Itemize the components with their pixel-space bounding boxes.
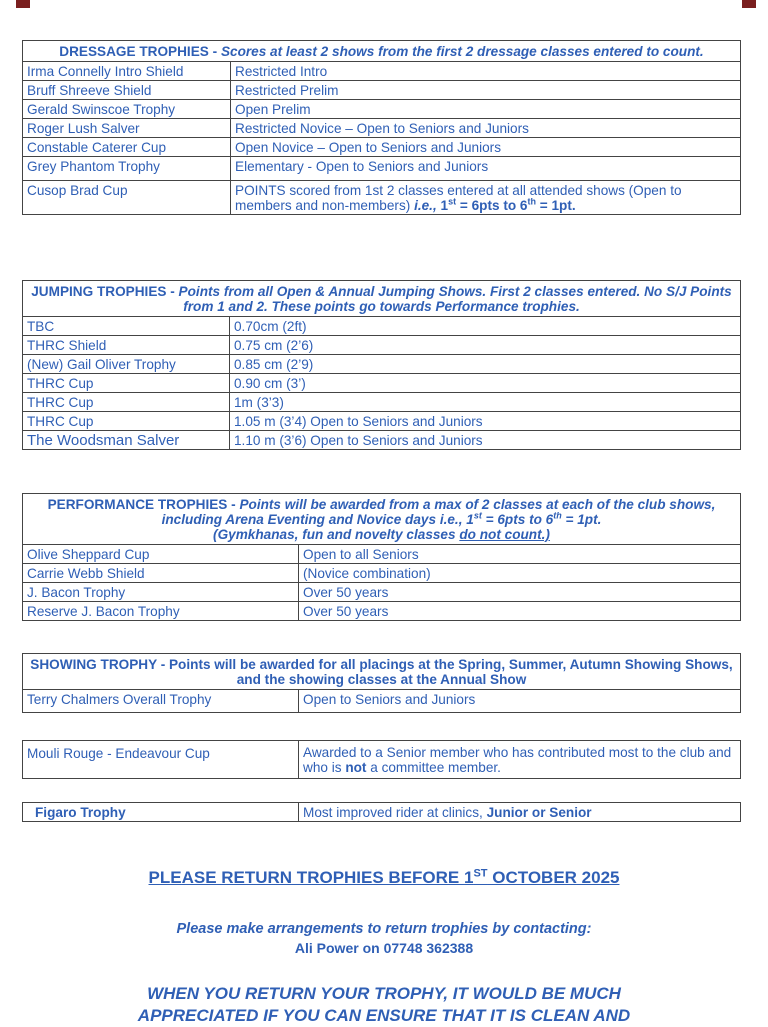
corner-logo-right (742, 0, 756, 8)
trophy-detail: Restricted Prelim (231, 81, 741, 100)
trophy-name: THRC Cup (23, 412, 230, 431)
corner-logo-left (16, 0, 30, 8)
arrangements-note (0, 920, 768, 939)
note-part: = 6pts to 6 (481, 512, 554, 527)
jumping-title: JUMPING TROPHIES - (31, 284, 175, 299)
trophy-name: Olive Sheppard Cup (23, 545, 299, 564)
note-part: Points will be awarded from a max of 2 classes at each of the club shows, including Arena Eventing and Novice days i.e., 1 (161, 497, 716, 527)
detail-part: a committee member. (370, 760, 501, 775)
performance-note (162, 497, 716, 542)
table-row (23, 602, 741, 621)
sup-st: st (448, 196, 457, 207)
table-row (23, 803, 741, 822)
trophy-detail: 0.75 cm (2’6) (230, 336, 741, 355)
table-row (23, 181, 741, 215)
return-deadline (0, 868, 768, 888)
trophy-detail: Elementary - Open to Seniors and Juniors (231, 157, 741, 181)
note-underlined: do not count.) (459, 527, 550, 542)
arrange-text: Please make arrangements to return trophies by contacting: (176, 921, 592, 937)
note-part: = 1pt. (561, 512, 602, 527)
table-row (23, 62, 741, 81)
table-row (23, 690, 741, 713)
jumping-table (22, 280, 741, 450)
points-first: 1 (440, 198, 449, 213)
table-row (23, 317, 741, 336)
table-row (23, 157, 741, 181)
trophy-detail: 1.10 m (3’6) Open to Seniors and Juniors (230, 431, 741, 450)
trophy-name: Carrie Webb Shield (23, 564, 299, 583)
dressage-title: DRESSAGE TROPHIES - (59, 44, 218, 59)
trophy-detail: 0.85 cm (2’9) (230, 355, 741, 374)
points-to: = 6pts to 6 (456, 198, 528, 213)
trophy-detail: Open Novice – Open to Seniors and Juniors (231, 138, 741, 157)
detail-bold: Junior or Senior (486, 805, 592, 820)
trophy-detail: Over 50 years (299, 602, 741, 621)
table-row (23, 81, 741, 100)
trophy-name: THRC Shield (23, 336, 230, 355)
trophy-name: Constable Caterer Cup (23, 138, 231, 157)
showing-header-row (23, 654, 741, 690)
trophy-detail (299, 741, 741, 779)
table-row (23, 431, 741, 450)
sup-th: th (527, 196, 536, 207)
trophy-name: Bruff Shreeve Shield (23, 81, 231, 100)
table-row (23, 374, 741, 393)
cusop-points (441, 198, 576, 213)
trophy-name: Terry Chalmers Overall Trophy (23, 690, 299, 713)
trophy-name: Mouli Rouge - Endeavour Cup (23, 741, 299, 779)
dressage-header-row (23, 41, 741, 62)
trophy-detail: Open Prelim (231, 100, 741, 119)
table-row (23, 564, 741, 583)
trophy-detail: 0.70cm (2ft) (230, 317, 741, 336)
cusop-ie: i.e., (414, 198, 437, 213)
table-row (23, 741, 741, 779)
trophy-name: Figaro Trophy (23, 803, 299, 822)
trophy-name: The Woodsman Salver (23, 431, 230, 450)
table-row (23, 412, 741, 431)
trophy-name: Cusop Brad Cup (23, 181, 231, 215)
trophy-name: Reserve J. Bacon Trophy (23, 602, 299, 621)
trophy-name: TBC (23, 317, 230, 336)
trophy-detail (231, 181, 741, 215)
jumping-note: Points from all Open & Annual Jumping Shows. First 2 classes entered. No S/J Points from 1 and 2. These points go towards Performance trophies. (178, 284, 732, 314)
sup-st: st (473, 510, 482, 521)
detail-part: Most improved rider at clinics, (303, 805, 483, 820)
trophy-name: THRC Cup (23, 374, 230, 393)
table-row (23, 583, 741, 602)
contact-line (0, 939, 768, 958)
trophy-name: Irma Connelly Intro Shield (23, 62, 231, 81)
trophy-detail: Restricted Intro (231, 62, 741, 81)
figaro-table (22, 802, 741, 822)
showing-header: SHOWING TROPHY - Points will be awarded for all placings at the Spring, Summer, Autumn Showing Shows, and the showing classes at the Annual Show (23, 654, 741, 690)
trophy-detail: Restricted Novice – Open to Seniors and Juniors (231, 119, 741, 138)
return-appeal (0, 983, 768, 1027)
showing-table (22, 653, 741, 713)
trophy-detail: Over 50 years (299, 583, 741, 602)
jumping-header (23, 281, 741, 317)
trophy-name: Gerald Swinscoe Trophy (23, 100, 231, 119)
trophy-detail: 0.90 cm (3’) (230, 374, 741, 393)
mouli-table (22, 740, 741, 779)
return-text: PLEASE RETURN TROPHIES BEFORE 1 (148, 868, 474, 887)
return-sup: ST (473, 867, 488, 880)
table-row (23, 336, 741, 355)
performance-title: PERFORMANCE TROPHIES - (47, 497, 236, 512)
performance-header (23, 494, 741, 545)
appeal-line: WHEN YOU RETURN YOUR TROPHY, IT WOULD BE MUCH (147, 984, 621, 1003)
contact-text: Ali Power on 07748 362388 (294, 940, 474, 956)
dressage-note: Scores at least 2 shows from the first 2 dressage classes entered to count. (220, 44, 704, 59)
cusop-detail: POINTS scored from 1st 2 classes entered at all attended shows (Open to members and non-members) (235, 183, 682, 213)
sup-th: th (553, 510, 562, 521)
trophy-detail: 1m (3’3) (230, 393, 741, 412)
dressage-header (23, 41, 741, 62)
performance-table (22, 493, 741, 621)
table-row (23, 393, 741, 412)
trophy-name: Roger Lush Salver (23, 119, 231, 138)
table-row (23, 545, 741, 564)
trophy-name: THRC Cup (23, 393, 230, 412)
trophy-detail: (Novice combination) (299, 564, 741, 583)
note-part: (Gymkhanas, fun and novelty classes (213, 527, 456, 542)
points-last: = 1pt. (535, 198, 576, 213)
detail-part: Awarded to a Senior member who has contributed most to the club and who is (303, 745, 732, 775)
table-row (23, 355, 741, 374)
trophy-name: (New) Gail Oliver Trophy (23, 355, 230, 374)
trophy-detail (299, 803, 741, 822)
appeal-line: APPRECIATED IF YOU CAN ENSURE THAT IT IS CLEAN AND (137, 1006, 631, 1025)
trophy-detail: 1.05 m (3’4) Open to Seniors and Juniors (230, 412, 741, 431)
table-row (23, 100, 741, 119)
return-text2: OCTOBER 2025 (487, 868, 620, 887)
jumping-header-row (23, 281, 741, 317)
dressage-table (22, 40, 741, 215)
table-row (23, 119, 741, 138)
trophy-detail: Open to Seniors and Juniors (299, 690, 741, 713)
trophy-name: Grey Phantom Trophy (23, 157, 231, 181)
return-line (149, 868, 620, 887)
table-row (23, 138, 741, 157)
trophy-detail: Open to all Seniors (299, 545, 741, 564)
trophy-name: J. Bacon Trophy (23, 583, 299, 602)
performance-header-row (23, 494, 741, 545)
detail-bold: not (345, 760, 367, 775)
